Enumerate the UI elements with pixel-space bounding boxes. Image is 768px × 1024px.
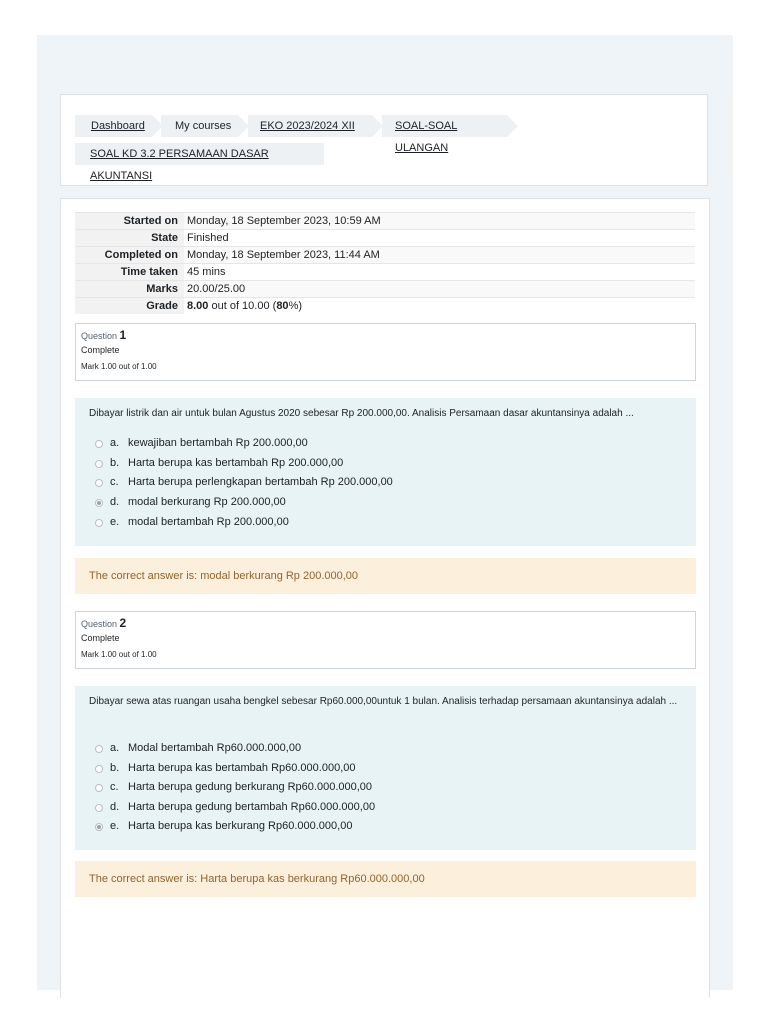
- radio-button-selected[interactable]: [95, 499, 103, 507]
- summary-value: 45 mins: [184, 264, 695, 281]
- breadcrumb-item-course[interactable]: EKO 2023/2024 XII: [248, 115, 372, 137]
- summary-label: Started on: [75, 213, 184, 230]
- summary-label: State: [75, 230, 184, 247]
- question-number: Question 2: [81, 616, 127, 630]
- grade-score: 8.00: [187, 300, 209, 312]
- radio-button[interactable]: [95, 479, 103, 487]
- summary-row-grade: [75, 298, 695, 315]
- radio-button-selected[interactable]: [95, 823, 103, 831]
- radio-button[interactable]: [95, 519, 103, 527]
- correct-answer-feedback: The correct answer is: Harta berupa kas berkurang Rp60.000.000,00: [75, 861, 696, 897]
- summary-value: Finished: [184, 230, 695, 247]
- radio-button[interactable]: [95, 765, 103, 773]
- radio-button[interactable]: [95, 804, 103, 812]
- grade-value: [184, 298, 695, 315]
- summary-value: Monday, 18 September 2023, 10:59 AM: [184, 213, 695, 230]
- breadcrumb-item-dashboard[interactable]: Dashboard: [75, 115, 152, 137]
- radio-button[interactable]: [95, 745, 103, 753]
- summary-row: [75, 213, 695, 230]
- summary-row: [75, 264, 695, 281]
- summary-label: Marks: [75, 281, 184, 298]
- summary-row: [75, 247, 695, 264]
- breadcrumb-item-section[interactable]: SOAL-SOAL ULANGAN: [382, 115, 507, 137]
- question-info: [75, 611, 696, 669]
- summary-label: Completed on: [75, 247, 184, 264]
- question-text: Dibayar listrik dan air untuk bulan Agustus 2020 sebesar Rp 200.000,00. Analisis Persamaan dasar akuntansinya adalah ...: [89, 408, 634, 419]
- question-state: Complete: [81, 633, 120, 643]
- quiz-review: [60, 198, 710, 998]
- question-content: Dibayar listrik dan air untuk bulan Agustus 2020 sebesar Rp 200.000,00. Analisis Persamaan dasar akuntansinya adalah ... a. kewajiban bertambah Rp 200.000,00 b. Harta berupa kas bertambah Rp 200.000,00 c. Harta berupa perlengkapan bertambah Rp 200.000,00 d. modal berkurang Rp 200.000,00 e. modal bertambah Rp 200.000,00: [75, 398, 696, 546]
- summary-label: Grade: [75, 298, 184, 315]
- question-number: Question 1: [81, 328, 127, 342]
- question-content: Dibayar sewa atas ruangan usaha bengkel sebesar Rp60.000,00untuk 1 bulan. Analisis terhadap persamaan akuntansinya adalah ... a. Modal bertambah Rp60.000.000,00 b. Harta berupa kas bertambah Rp60.000.000,00 c. Harta berupa gedung berkurang Rp60.000.000,00 d. Harta berupa gedung bertambah Rp60.000.000,00 e. Harta berupa kas berkurang Rp60.000.000,00: [75, 686, 696, 850]
- question-mark: Mark 1.00 out of 1.00: [81, 362, 157, 371]
- grade-percent: 80: [276, 300, 289, 312]
- radio-button[interactable]: [95, 460, 103, 468]
- breadcrumb: [60, 94, 708, 186]
- breadcrumb-item-quiz[interactable]: SOAL KD 3.2 PERSAMAAN DASAR AKUNTANSI: [75, 143, 324, 165]
- radio-button[interactable]: [95, 440, 103, 448]
- grade-rest: out of 10.00 (: [208, 300, 277, 312]
- correct-answer-feedback: The correct answer is: modal berkurang Rp 200.000,00: [75, 558, 696, 594]
- summary-value: Monday, 18 September 2023, 11:44 AM: [184, 247, 695, 264]
- summary-row: [75, 281, 695, 298]
- question-state: Complete: [81, 345, 120, 355]
- question-text: Dibayar sewa atas ruangan usaha bengkel sebesar Rp60.000,00untuk 1 bulan. Analisis terhadap persamaan akuntansinya adalah ...: [89, 696, 678, 707]
- page-background: [37, 35, 733, 990]
- attempt-summary-table: [75, 212, 695, 314]
- radio-button[interactable]: [95, 784, 103, 792]
- breadcrumb-item-my-courses: My courses: [161, 115, 238, 137]
- summary-row: [75, 230, 695, 247]
- summary-value: 20.00/25.00: [184, 281, 695, 298]
- question-mark: Mark 1.00 out of 1.00: [81, 650, 157, 659]
- grade-end: %): [288, 300, 303, 312]
- question-info: [75, 323, 696, 381]
- summary-label: Time taken: [75, 264, 184, 281]
